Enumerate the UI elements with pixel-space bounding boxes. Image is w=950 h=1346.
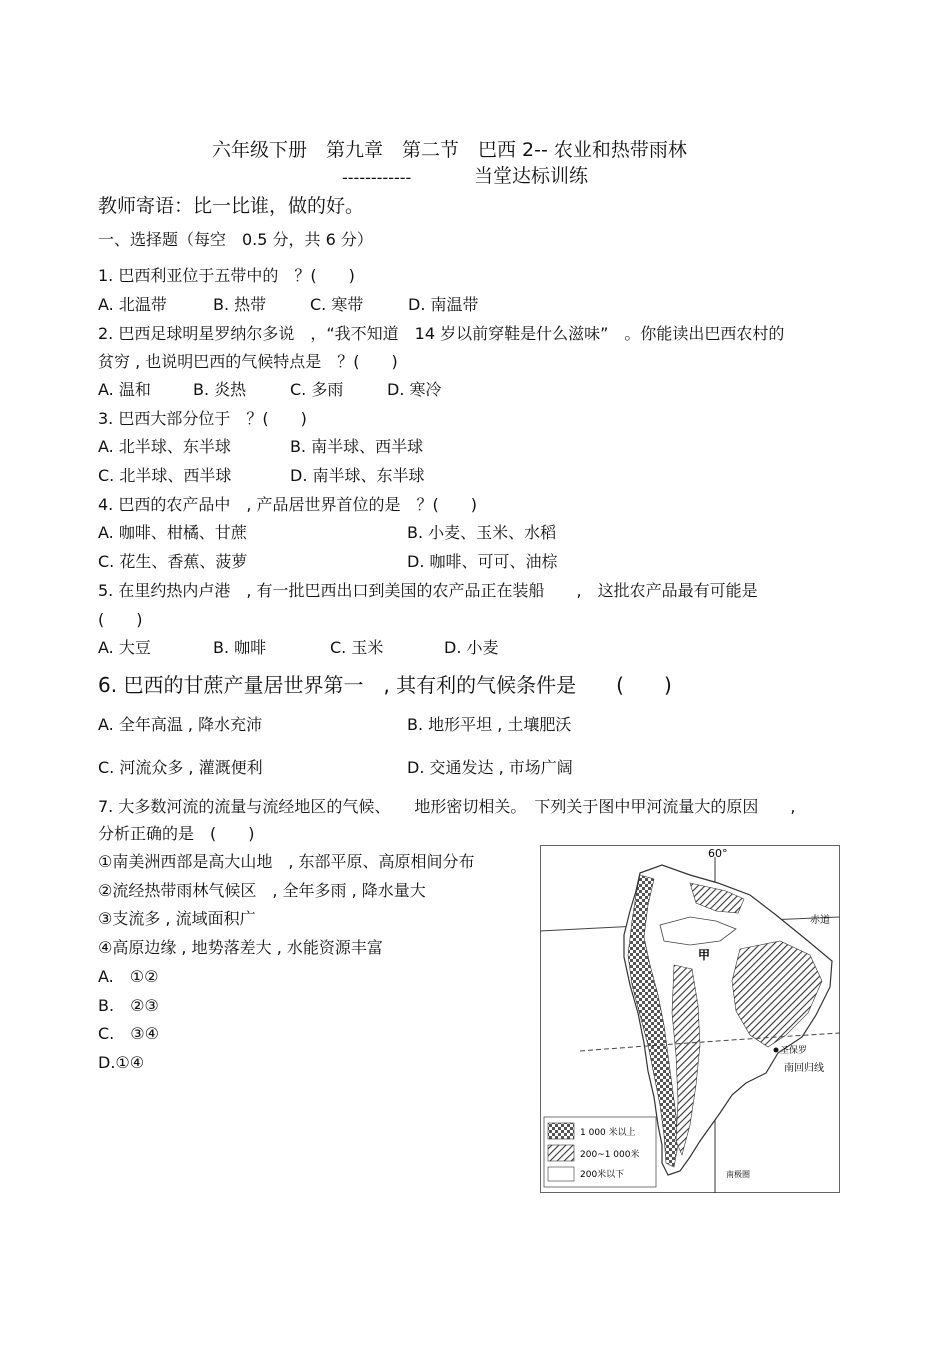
river-jia-label: 甲 (698, 948, 711, 962)
question-7-stem-cont: 分析正确的是 ( ) (98, 824, 255, 843)
page-title: 六年级下册 第九章 第二节 巴西 2-- 农业和热带雨林 (212, 139, 687, 161)
q3-option-d: D. 南半球、东半球 (290, 466, 425, 485)
tropic-label: 南回归线 (784, 1063, 824, 1074)
question-7-stem: 7. 大多数河流的流量与流经地区的气候、 地形密切相关。 下列关于图中甲河流量大的原因 , (98, 797, 796, 816)
q6-option-c: C. 河流众多 , 灌溉便利 (98, 758, 263, 777)
q5-option-b: B. 咖啡 (213, 638, 267, 657)
q3-option-b: B. 南半球、西半球 (290, 437, 424, 456)
city-label: 圣保罗 (780, 1046, 808, 1056)
legend-label-mid: 200~1 000米 (580, 1150, 640, 1160)
q7-statement-1: ①南美洲西部是高大山地 , 东部平原、高原相间分布 (98, 852, 475, 871)
q4-option-d: D. 咖啡、可可、油棕 (407, 552, 558, 571)
section-heading: 一、选择题（每空 0.5 分，共 6 分） (98, 230, 373, 249)
south-america-terrain-map (540, 845, 840, 1193)
q4-option-a: A. 咖啡、柑橘、甘蔗 (98, 523, 247, 542)
q5-option-a: A. 大豆 (98, 638, 151, 657)
q3-option-c: C. 北半球、西半球 (98, 466, 232, 485)
q6-option-d: D. 交通发达 , 市场广阔 (407, 758, 573, 777)
legend-swatch-low (548, 1167, 574, 1181)
q6-option-a: A. 全年高温 , 降水充沛 (98, 715, 263, 734)
q4-option-b: B. 小麦、玉米、水稻 (407, 523, 557, 542)
q2-option-d: D. 寒冷 (387, 380, 442, 399)
legend-label-low: 200米以下 (580, 1170, 625, 1180)
q5-option-d: D. 小麦 (444, 638, 499, 657)
q1-option-b: B. 热带 (213, 295, 267, 314)
question-2-stem: 2. 巴西足球明星罗纳尔多说 ，“我不知道 14 岁以前穿鞋是什么滋味” 。你能读出巴西农村的 (98, 324, 785, 343)
q7-option-d: D.①④ (98, 1053, 145, 1072)
page-subtitle: 当堂达标训练 (474, 165, 589, 187)
question-5-stem: 5. 在里约热内卢港 , 有一批巴西出口到美国的农产品正在装船 , 这批农产品最有可能是 (98, 581, 758, 600)
q7-statement-4: ④高原边缘 , 地势落差大 , 水能资源丰富 (98, 938, 383, 957)
legend-swatch-high (548, 1123, 574, 1139)
q1-option-a: A. 北温带 (98, 295, 167, 314)
q6-option-b: B. 地形平坦 , 土壤肥沃 (407, 715, 572, 734)
q5-option-c: C. 玉米 (330, 638, 384, 657)
legend-label-high: 1 000 米以上 (580, 1128, 636, 1138)
q7-option-a: A. ①② (98, 967, 159, 986)
q7-option-b: B. ②③ (98, 996, 159, 1015)
sao-paulo-dot (774, 1048, 779, 1053)
question-5-stem-cont: ( ) (98, 610, 143, 629)
q7-statement-2: ②流经热带雨林气候区 , 全年多雨 , 降水量大 (98, 881, 426, 900)
antarctic-label: 南极圈 (726, 1170, 750, 1179)
question-1-stem: 1. 巴西利亚位于五带中的 ？( ) (98, 266, 355, 285)
question-3-stem: 3. 巴西大部分位于 ？( ) (98, 409, 307, 428)
q1-option-c: C. 寒带 (310, 295, 364, 314)
q2-option-a: A. 温和 (98, 380, 151, 399)
q7-option-c: C. ③④ (98, 1024, 159, 1043)
q7-statement-3: ③支流多 , 流域面积广 (98, 909, 256, 928)
q2-option-c: C. 多雨 (290, 380, 344, 399)
question-4-stem: 4. 巴西的农产品中 , 产品居世界首位的是 ？( ) (98, 495, 478, 514)
question-6-stem: 6. 巴西的甘蔗产量居世界第一 , 其有利的气候条件是 ( ) (98, 673, 672, 697)
q2-option-b: B. 炎热 (193, 380, 247, 399)
teacher-note: 教师寄语：比一比谁，做的好。 (98, 195, 365, 217)
q1-option-d: D. 南温带 (408, 295, 479, 314)
q3-option-a: A. 北半球、东半球 (98, 437, 231, 456)
legend-swatch-mid (548, 1145, 574, 1161)
title-dashes: ------------ (342, 168, 412, 187)
q4-option-c: C. 花生、香蕉、菠萝 (98, 552, 248, 571)
equator-label: 赤道 (810, 915, 830, 926)
meridian-label: 60° (708, 847, 728, 860)
question-2-stem-cont: 贫穷 , 也说明巴西的气候特点是 ？( ) (98, 352, 398, 371)
